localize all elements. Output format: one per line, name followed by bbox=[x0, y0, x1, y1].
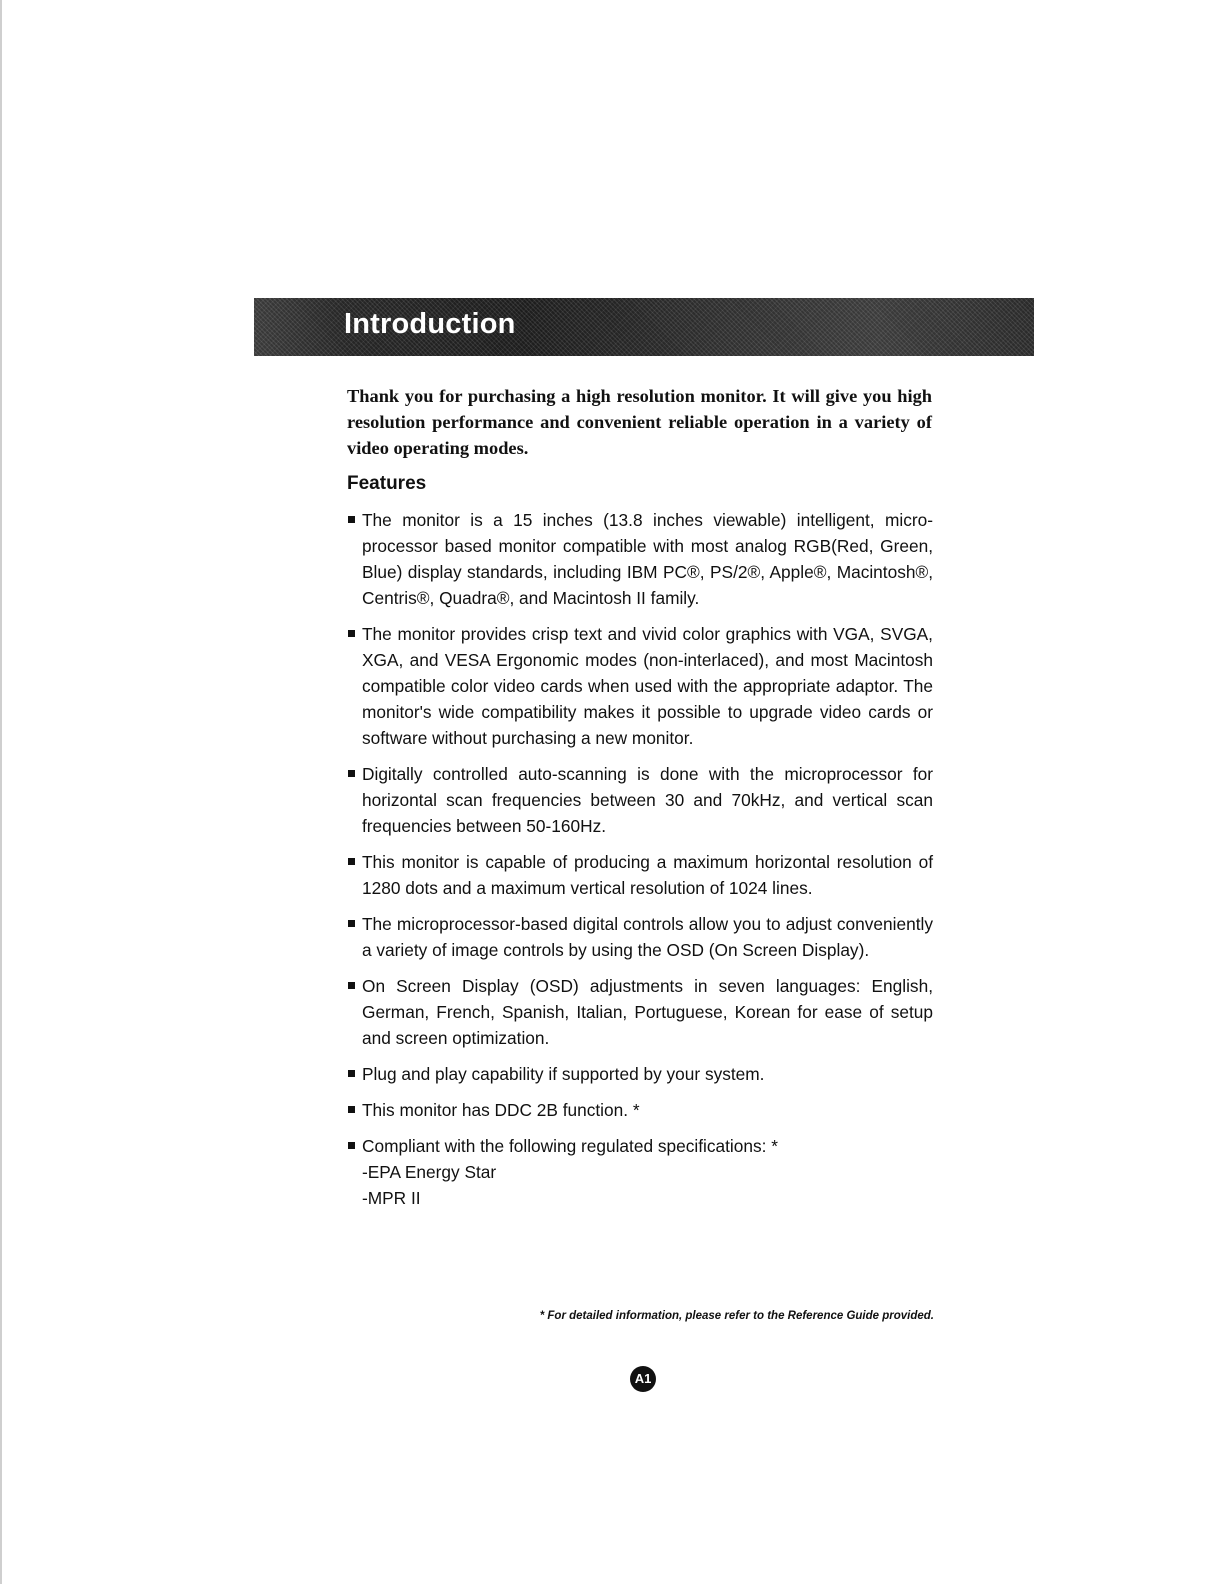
page-edge bbox=[0, 0, 2, 1584]
page-number-badge: A1 bbox=[630, 1366, 656, 1392]
feature-text: The monitor is a 15 inches (13.8 inches viewable) intelligent, micro-processor based monitor compatible with most analog RGB(Red, Green, Blue) display standards, including IBM PC®, PS/2®, Apple®, Macintosh®, Centris®, Quadra®, and Macintosh II family. bbox=[362, 510, 933, 608]
feature-item-compliance bbox=[343, 1133, 933, 1211]
square-bullet-icon bbox=[348, 1106, 355, 1113]
compliance-text: Compliant with the following regulated specifications: * bbox=[362, 1136, 778, 1156]
feature-item bbox=[343, 1097, 933, 1123]
section-header bbox=[254, 298, 1034, 356]
footnote: * For detailed information, please refer to the Reference Guide provided. bbox=[539, 1310, 934, 1322]
square-bullet-icon bbox=[348, 982, 355, 989]
feature-text: On Screen Display (OSD) adjustments in seven languages: English, German, French, Spanish, Italian, Portuguese, Korean for ease of setup and screen optimization. bbox=[362, 976, 933, 1048]
features-heading: Features bbox=[347, 473, 427, 494]
feature-item bbox=[343, 1061, 933, 1087]
feature-text: The monitor provides crisp text and vivid color graphics with VGA, SVGA, XGA, and VESA Ergonomic modes (non-interlaced), and most Macintosh compatible color video cards when used with the appropriate adaptor. The monitor's wide compatibility makes it possible to upgrade video cards or software without purchasing a new monitor. bbox=[362, 624, 933, 748]
spec-item-energy-star: -EPA Energy Star bbox=[362, 1162, 497, 1182]
feature-text: The microprocessor-based digital controls allow you to adjust conveniently a variety of image controls by using the OSD (On Screen Display). bbox=[362, 914, 933, 960]
feature-item bbox=[343, 849, 933, 901]
features-list bbox=[343, 507, 933, 1221]
feature-item bbox=[343, 507, 933, 611]
square-bullet-icon bbox=[348, 858, 355, 865]
section-title: Introduction bbox=[344, 308, 516, 340]
feature-item bbox=[343, 621, 933, 751]
feature-text: This monitor has DDC 2B function. * bbox=[362, 1100, 640, 1120]
feature-item bbox=[343, 973, 933, 1051]
square-bullet-icon bbox=[348, 630, 355, 637]
square-bullet-icon bbox=[348, 1070, 355, 1077]
square-bullet-icon bbox=[348, 516, 355, 523]
feature-text: Plug and play capability if supported by your system. bbox=[362, 1064, 765, 1084]
intro-paragraph: Thank you for purchasing a high resolution monitor. It will give you high resolution performance and convenient reliable operation in a variety of video operating modes. bbox=[347, 386, 932, 458]
feature-item bbox=[343, 911, 933, 963]
spec-item-mpr: -MPR II bbox=[362, 1188, 421, 1208]
feature-text: This monitor is capable of producing a maximum horizontal resolution of 1280 dots and a maximum vertical resolution of 1024 lines. bbox=[362, 852, 933, 898]
square-bullet-icon bbox=[348, 1142, 355, 1149]
feature-text: Digitally controlled auto-scanning is done with the microprocessor for horizontal scan frequencies between 30 and 70kHz, and vertical scan frequencies between 50-160Hz. bbox=[362, 764, 933, 836]
feature-item bbox=[343, 761, 933, 839]
square-bullet-icon bbox=[348, 770, 355, 777]
square-bullet-icon bbox=[348, 920, 355, 927]
